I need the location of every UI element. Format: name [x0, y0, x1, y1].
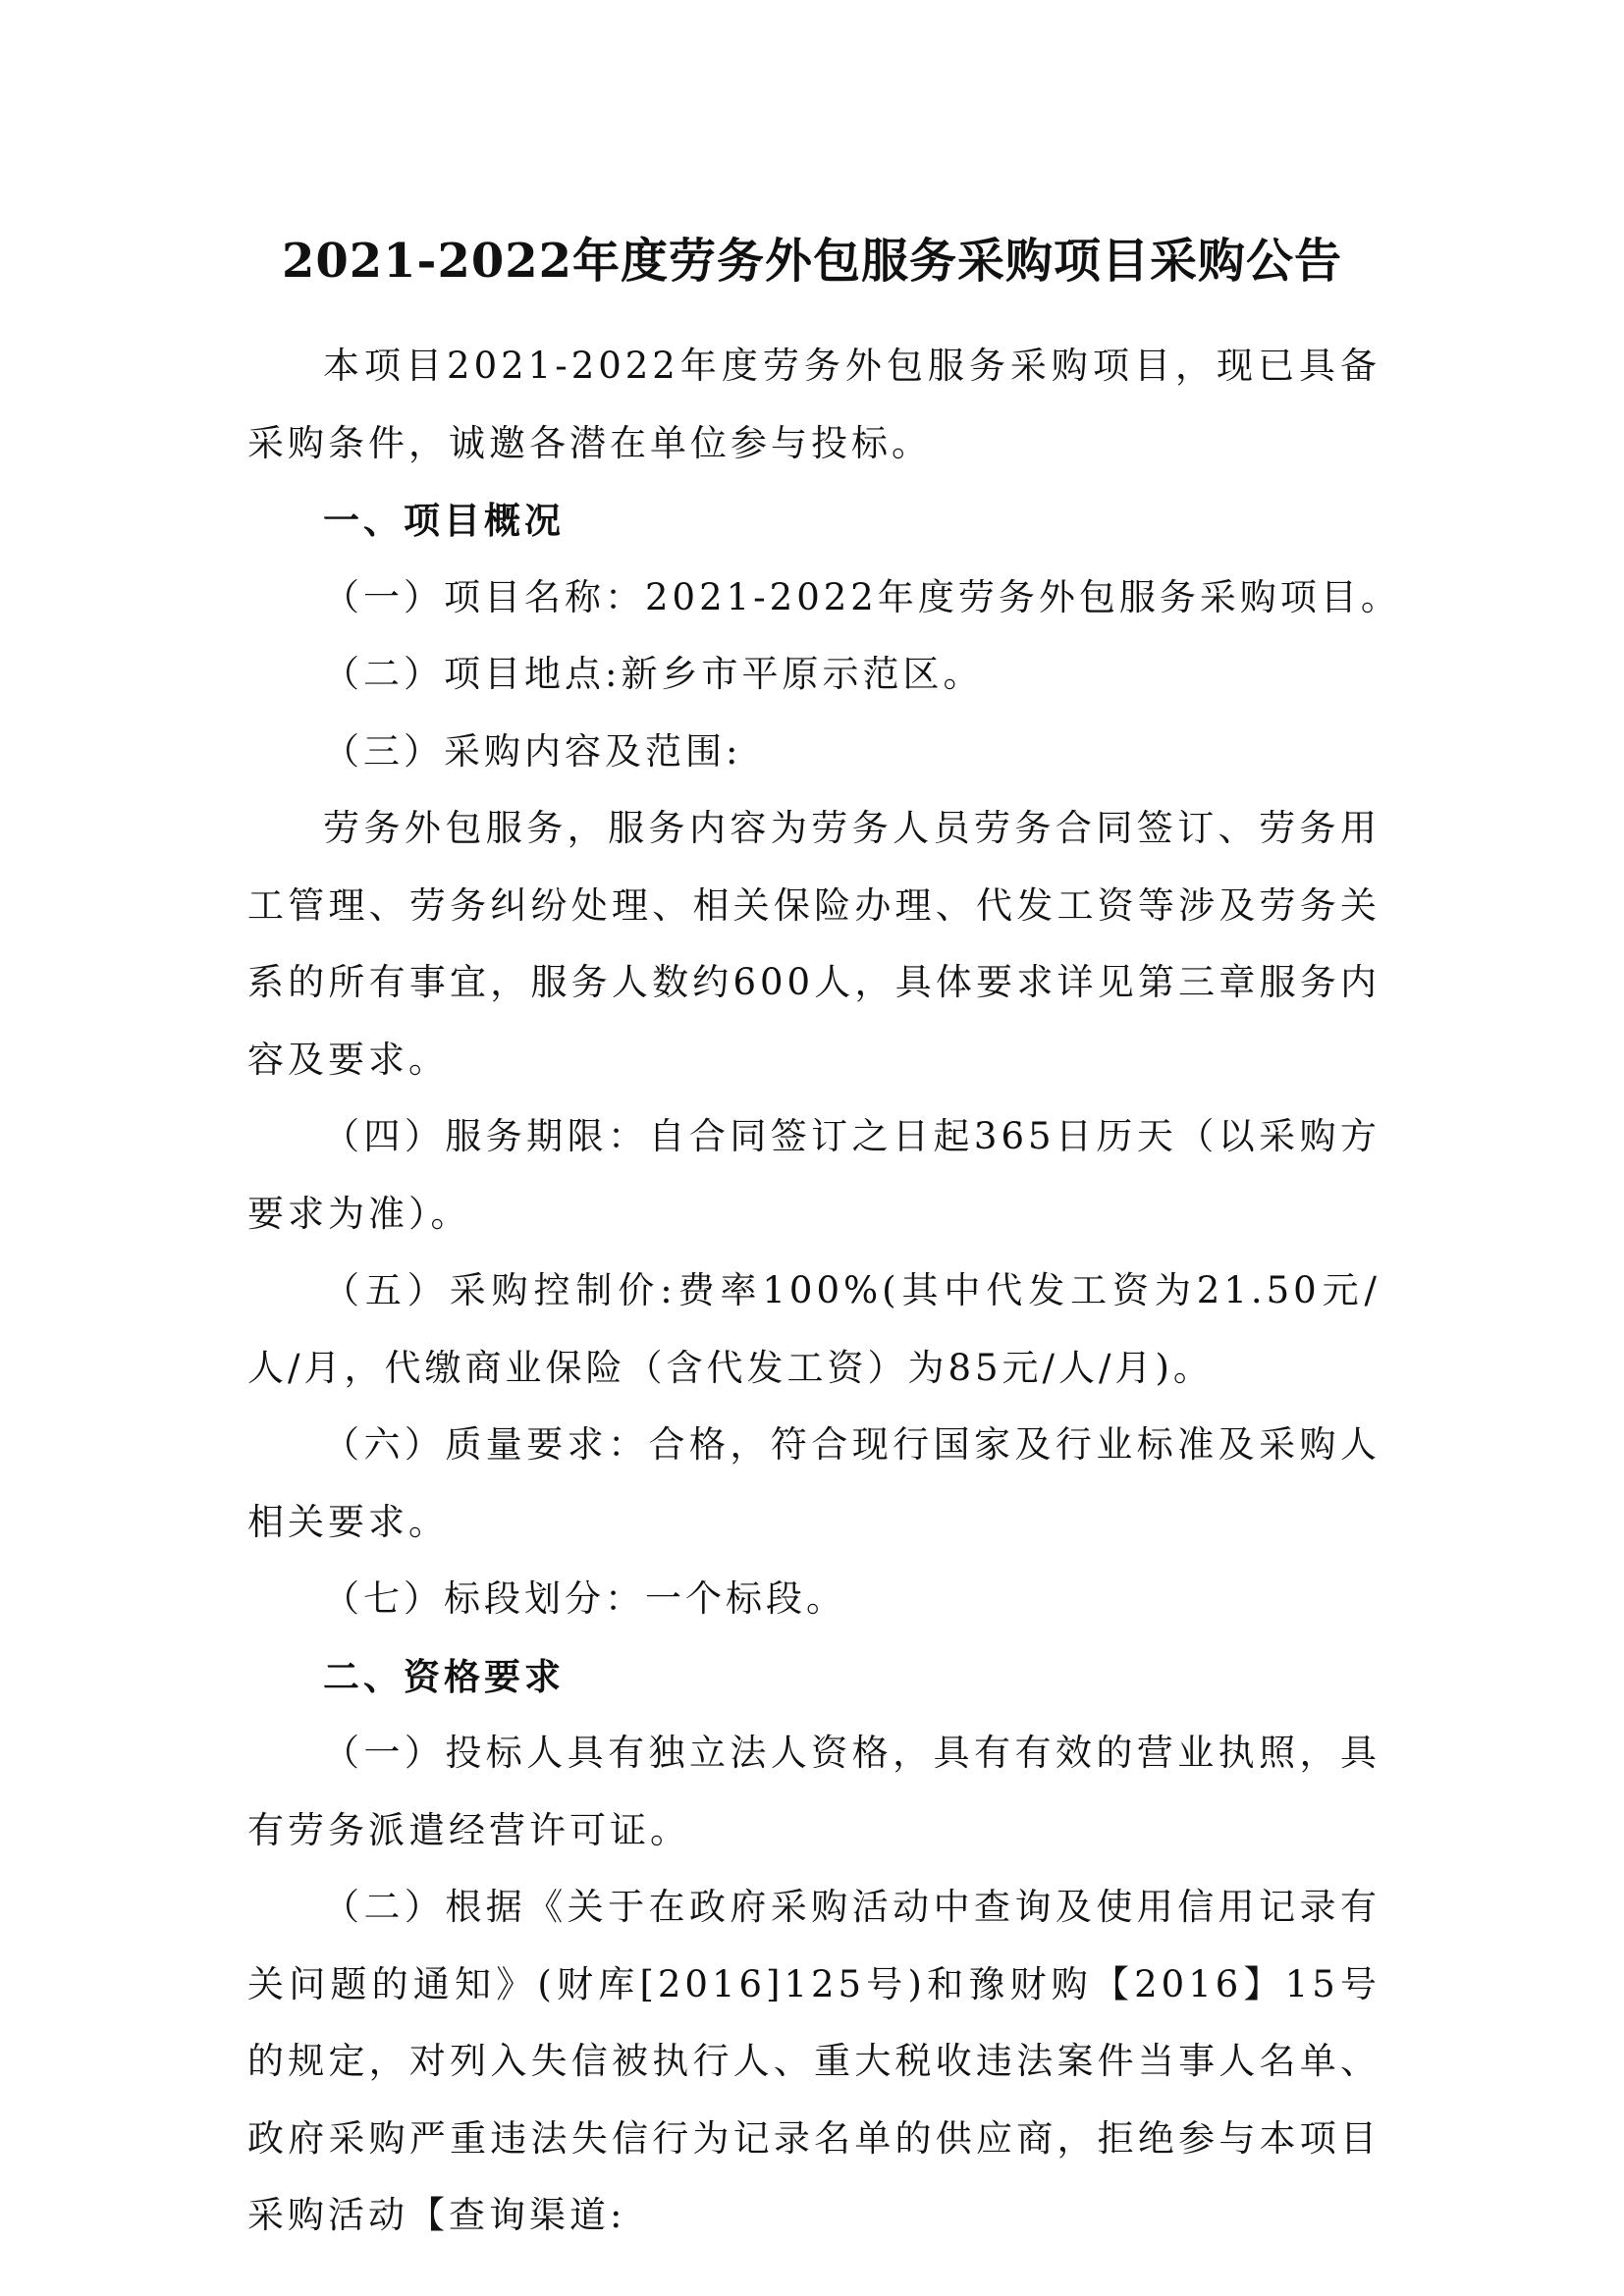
- section-heading-qualification: 二、资格要求: [323, 1654, 565, 1698]
- qualification-item-credit-record: （二）根据《关于在政府采购活动中查询及使用信用记录有关问题的通知》(财库[2016]125号)和豫财购【2016】15号的规定，对列入失信被执行人、重大税收违法案件当事人名单、政府采购严重违法失信行为记录名单的供应商，拒绝参与本项目采购活动【查询渠道:: [247, 1886, 1380, 2236]
- intro-paragraph: 本项目2021-2022年度劳务外包服务采购项目，现已具备采购条件，诚邀各潜在单位参与投标。: [247, 345, 1380, 464]
- lot-division-item: （七）标段划分：一个标段。: [323, 1577, 846, 1620]
- control-price-item: （五）采购控制价:费率100%(其中代发工资为21.50元/人/月，代缴商业保险（含代发工资）为85元/人/月)。: [247, 1269, 1380, 1389]
- document-body: [247, 328, 1401, 2255]
- quality-requirement-item: （六）质量要求：合格，符合现行国家及行业标准及采购人相关要求。: [247, 1423, 1380, 1543]
- project-name-item: （一）项目名称：2021-2022年度劳务外包服务采购项目。: [323, 575, 1401, 618]
- procurement-scope-paragraph: 劳务外包服务，服务内容为劳务人员劳务合同签订、劳务用工管理、劳务纠纷处理、相关保险办理、代发工资等涉及劳务关系的所有事宜，服务人数约600人，具体要求详见第三章服务内容及要求。: [247, 807, 1380, 1081]
- qualification-item-legal-entity: （一）投标人具有独立法人资格，具有有效的营业执照，具有劳务派遣经营许可证。: [247, 1732, 1380, 1851]
- document-title: 2021-2022年度劳务外包服务采购项目采购公告: [281, 234, 1343, 289]
- service-period-item: （四）服务期限：自合同签订之日起365日历天（以采购方要求为准）。: [247, 1115, 1380, 1235]
- procurement-scope-heading: （三）采购内容及范围:: [323, 729, 742, 773]
- project-location-item: （二）项目地点:新乡市平原示范区。: [323, 653, 984, 695]
- section-heading-project-overview: 一、项目概况: [323, 499, 565, 542]
